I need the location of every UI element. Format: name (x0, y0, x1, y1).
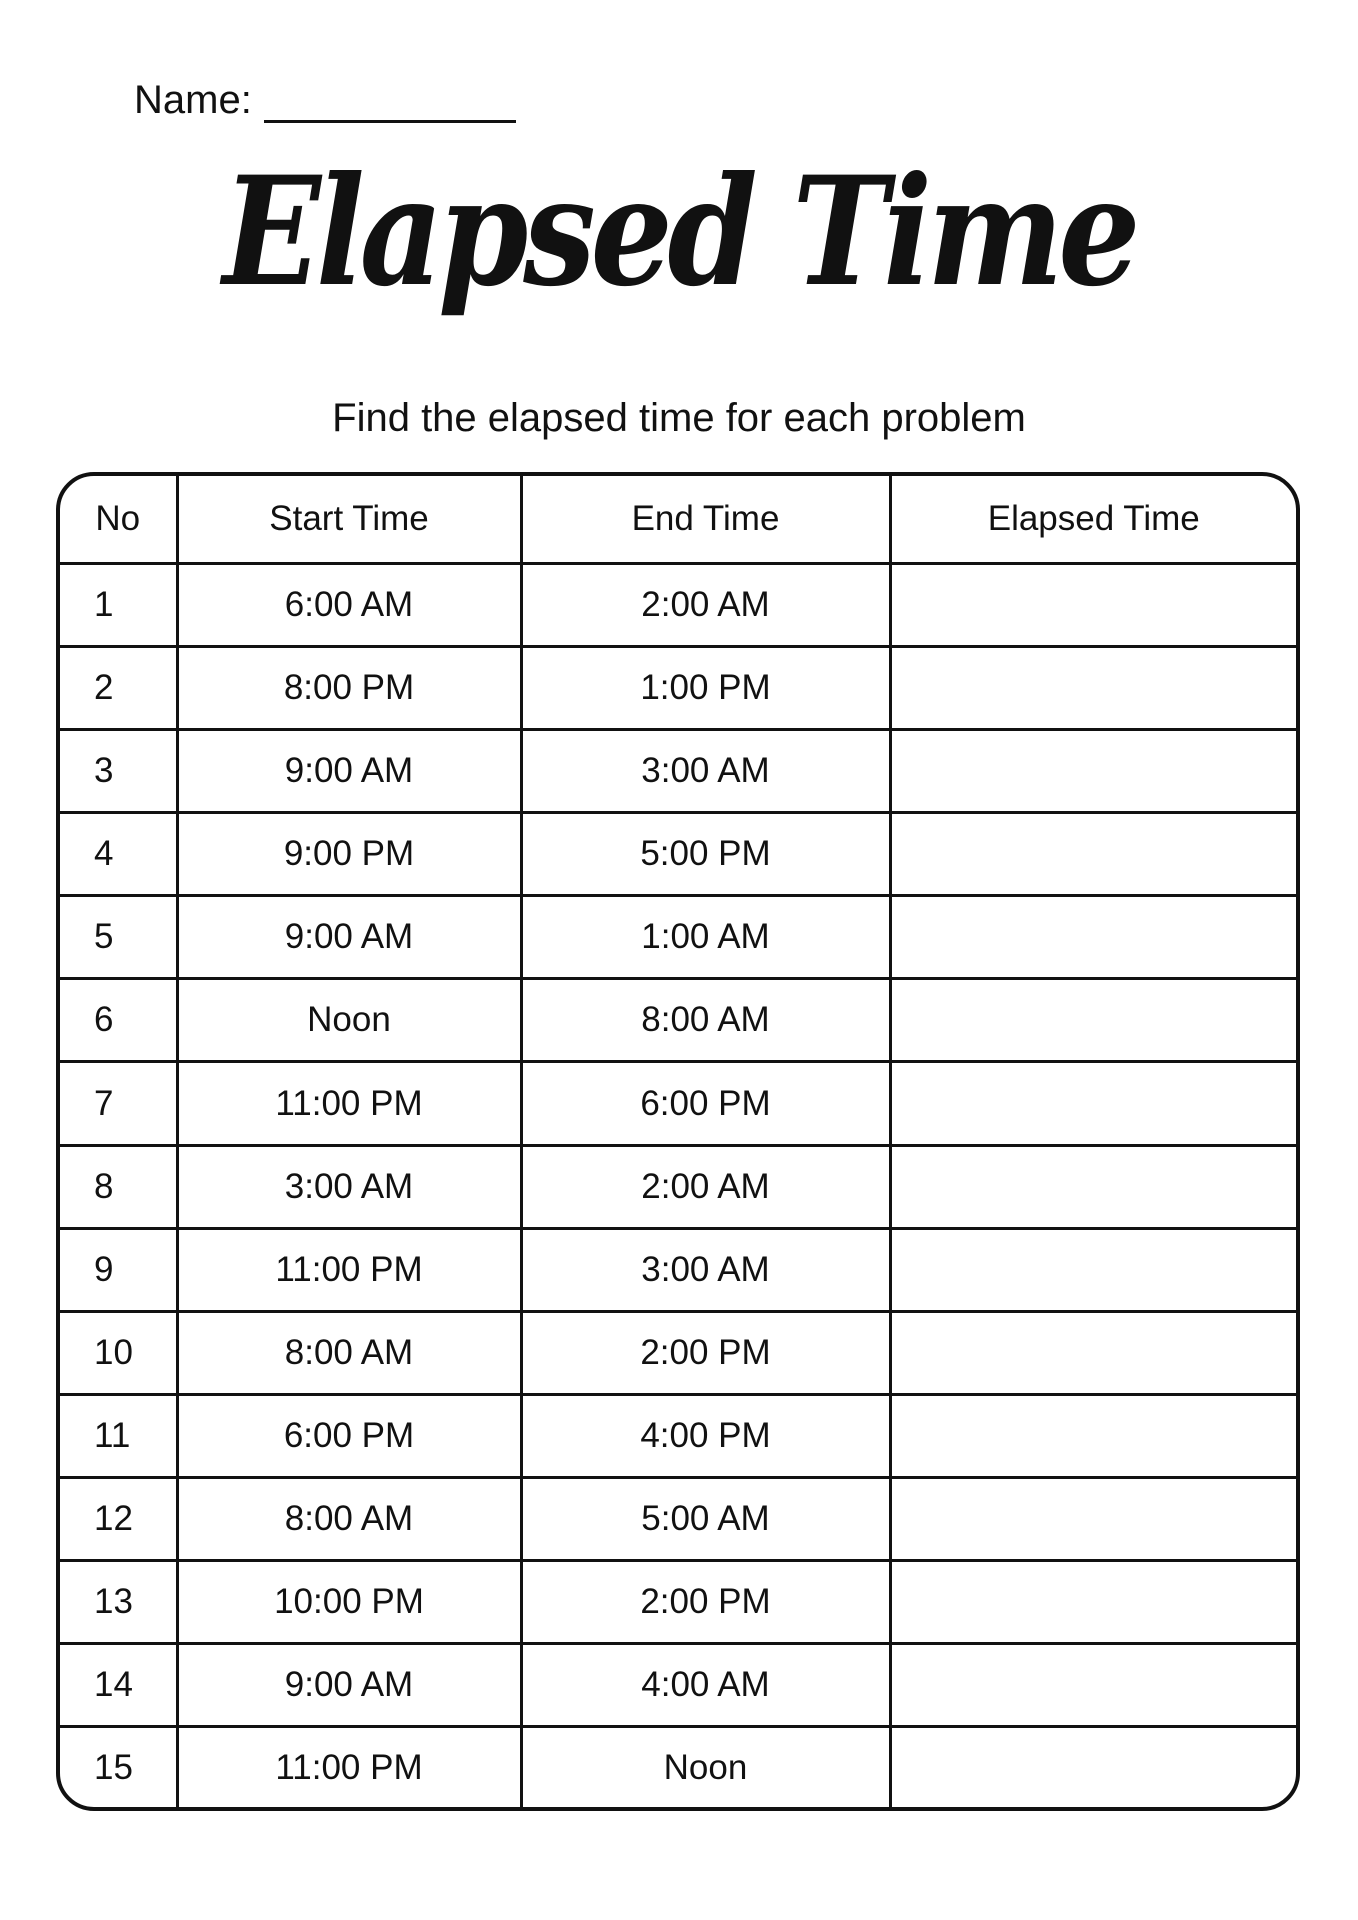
table-row (60, 730, 1296, 813)
end-time-cell: 5:00 AM (521, 1477, 890, 1560)
start-time-cell: 11:00 PM (177, 1062, 521, 1145)
row-number: 1 (60, 564, 177, 647)
table-row (60, 1228, 1296, 1311)
row-number: 10 (60, 1311, 177, 1394)
table-row (60, 1560, 1296, 1643)
elapsed-time-answer-cell[interactable] (890, 1062, 1296, 1145)
elapsed-time-answer-cell[interactable] (890, 647, 1296, 730)
row-number: 11 (60, 1394, 177, 1477)
table-row (60, 1727, 1296, 1807)
start-time-cell: 8:00 AM (177, 1311, 521, 1394)
elapsed-time-answer-cell[interactable] (890, 1727, 1296, 1807)
start-time-cell: 8:00 AM (177, 1477, 521, 1560)
end-time-cell: Noon (521, 1727, 890, 1807)
start-time-cell: 11:00 PM (177, 1228, 521, 1311)
table-row (60, 564, 1296, 647)
start-time-cell: 6:00 PM (177, 1394, 521, 1477)
row-number: 12 (60, 1477, 177, 1560)
row-number: 15 (60, 1727, 177, 1807)
row-number: 8 (60, 1145, 177, 1228)
table-row (60, 1062, 1296, 1145)
elapsed-time-answer-cell[interactable] (890, 564, 1296, 647)
table-header-row (60, 476, 1296, 564)
start-time-cell: 8:00 PM (177, 647, 521, 730)
column-header-start-time: Start Time (177, 476, 521, 564)
start-time-cell: 11:00 PM (177, 1727, 521, 1807)
worksheet-table (56, 472, 1300, 1811)
row-number: 7 (60, 1062, 177, 1145)
elapsed-time-answer-cell[interactable] (890, 730, 1296, 813)
table-row (60, 813, 1296, 896)
end-time-cell: 3:00 AM (521, 730, 890, 813)
table-row (60, 1394, 1296, 1477)
start-time-cell: 9:00 AM (177, 896, 521, 979)
table-row (60, 1311, 1296, 1394)
elapsed-time-answer-cell[interactable] (890, 1560, 1296, 1643)
row-number: 2 (60, 647, 177, 730)
row-number: 9 (60, 1228, 177, 1311)
end-time-cell: 2:00 PM (521, 1311, 890, 1394)
end-time-cell: 8:00 AM (521, 979, 890, 1062)
column-header-no: No (60, 476, 177, 564)
start-time-cell: 9:00 PM (177, 813, 521, 896)
row-number: 3 (60, 730, 177, 813)
row-number: 4 (60, 813, 177, 896)
column-header-elapsed-time: Elapsed Time (890, 476, 1296, 564)
instructions: Find the elapsed time for each problem (332, 396, 1026, 440)
start-time-cell: 10:00 PM (177, 1560, 521, 1643)
row-number: 6 (60, 979, 177, 1062)
table-row (60, 979, 1296, 1062)
end-time-cell: 2:00 AM (521, 564, 890, 647)
end-time-cell: 6:00 PM (521, 1062, 890, 1145)
end-time-cell: 2:00 AM (521, 1145, 890, 1228)
row-number: 14 (60, 1644, 177, 1727)
row-number: 13 (60, 1560, 177, 1643)
elapsed-time-answer-cell[interactable] (890, 1644, 1296, 1727)
start-time-cell: 9:00 AM (177, 730, 521, 813)
elapsed-time-answer-cell[interactable] (890, 813, 1296, 896)
elapsed-time-answer-cell[interactable] (890, 1228, 1296, 1311)
end-time-cell: 5:00 PM (521, 813, 890, 896)
table-row (60, 1644, 1296, 1727)
table-row (60, 647, 1296, 730)
start-time-cell: 9:00 AM (177, 1644, 521, 1727)
end-time-cell: 3:00 AM (521, 1228, 890, 1311)
name-blank-line[interactable] (264, 84, 516, 123)
end-time-cell: 4:00 AM (521, 1644, 890, 1727)
elapsed-time-answer-cell[interactable] (890, 1477, 1296, 1560)
column-header-end-time: End Time (521, 476, 890, 564)
row-number: 5 (60, 896, 177, 979)
name-field-row (134, 78, 516, 123)
table-row (60, 896, 1296, 979)
table-row (60, 1477, 1296, 1560)
end-time-cell: 4:00 PM (521, 1394, 890, 1477)
end-time-cell: 1:00 AM (521, 896, 890, 979)
start-time-cell: 3:00 AM (177, 1145, 521, 1228)
elapsed-time-answer-cell[interactable] (890, 896, 1296, 979)
start-time-cell: Noon (177, 979, 521, 1062)
table-row (60, 1145, 1296, 1228)
name-label: Name: (134, 78, 252, 122)
end-time-cell: 2:00 PM (521, 1560, 890, 1643)
elapsed-time-answer-cell[interactable] (890, 979, 1296, 1062)
elapsed-time-answer-cell[interactable] (890, 1394, 1296, 1477)
elapsed-time-answer-cell[interactable] (890, 1145, 1296, 1228)
elapsed-time-answer-cell[interactable] (890, 1311, 1296, 1394)
start-time-cell: 6:00 AM (177, 564, 521, 647)
page-title: Elapsed Time (222, 144, 1136, 320)
end-time-cell: 1:00 PM (521, 647, 890, 730)
